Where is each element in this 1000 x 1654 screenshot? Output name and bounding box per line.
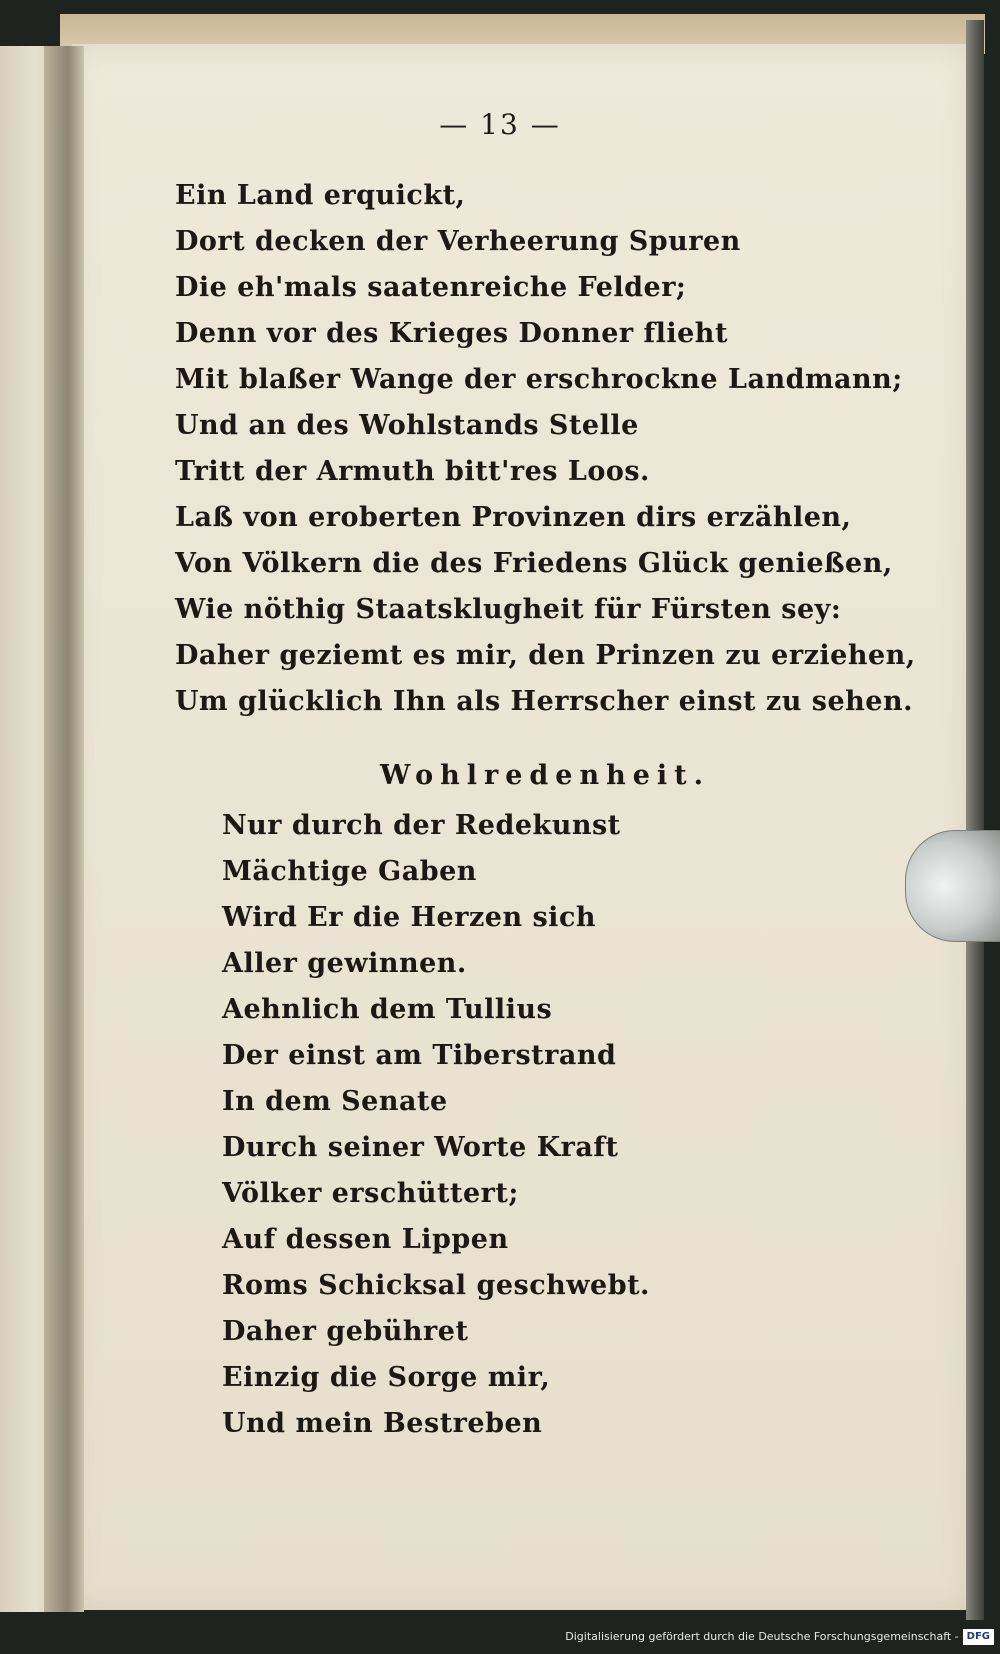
verse-line: Ein Land erquickt, [175,180,466,211]
page-clip [905,830,1000,942]
verse-line: Durch seiner Worte Kraft [222,1132,619,1163]
verse-line: Tritt der Armuth bitt'res Loos. [175,456,650,487]
footer-text: Digitalisierung gefördert durch die Deutsche Forschungsgemeinschaft - [565,1630,959,1643]
section-heading: Wohlredenheit. [380,760,711,791]
verse-line: Und an des Wohlstands Stelle [175,410,639,441]
verse-line: Einzig die Sorge mir, [222,1362,551,1393]
verse-line: Mächtige Gaben [222,856,477,887]
verse-line: In dem Senate [222,1086,448,1117]
verse-line: Die eh'mals saatenreiche Felder; [175,272,687,303]
verse-line: Und mein Bestreben [222,1408,543,1439]
verse-line: Daher gebühret [222,1316,469,1347]
verse-line: Völker erschüttert; [222,1178,519,1209]
verse-line: Der einst am Tiberstrand [222,1040,617,1071]
verse-line: Laß von eroberten Provinzen dirs erzählen, [175,502,852,533]
verse-line: Wie nöthig Staatsklugheit für Fürsten sey: [175,594,842,625]
verse-line: Denn vor des Krieges Donner flieht [175,318,728,349]
verse-line: Um glücklich Ihn als Herrscher einst zu sehen. [175,686,913,717]
verse-line: Aehnlich dem Tullius [222,994,553,1025]
digitization-footer [565,1626,994,1648]
page-number: — 13 — [439,108,561,141]
verse-line: Daher geziemt es mir, den Prinzen zu erziehen, [175,640,916,671]
verse-line: Dort decken der Verheerung Spuren [175,226,741,257]
verse-line: Aller gewinnen. [222,948,467,979]
page-right-edge [966,20,984,1620]
dfg-logo: DFG [963,1629,994,1645]
verse-line: Auf dessen Lippen [222,1224,509,1255]
verse-line: Wird Er die Herzen sich [222,902,597,933]
book-gutter [44,46,84,1612]
verse-line: Roms Schicksal geschwebt. [222,1270,650,1301]
verse-line: Von Völkern die des Friedens Glück genießen, [175,548,893,579]
verse-line: Mit blaßer Wange der erschrockne Landmann; [175,364,903,395]
verse-line: Nur durch der Redekunst [222,810,621,841]
